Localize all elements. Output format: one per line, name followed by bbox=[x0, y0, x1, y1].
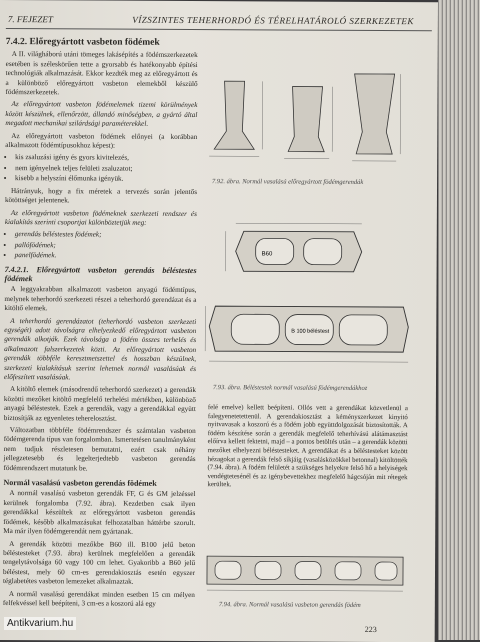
right-column-text: felé emelve) kellett beépíteni. Ollós vett a gerendákat közvetlenül a falegyenetetettenül. A gerendakiosztást a kéményszerkezet kinyitó nyitvavasak a koszorú és a födém jobb együttdolgozását biztosították. A födém készítése során a gerendák megfelelő teherhívású alátámasztást előírva kellett fektetni, majd – a pontos betöltés után – a gerendák közötti mezőket elhelyezni béléstesteket. A gerendákat és a béléstesteket között hézagokat a gerendák felső síkjáig (vasalásközökkel betonnal) kitöltötték (7.94. ábra). A födém felületét a szükséges helyekre felső hő a helyiségek vendégtetesénél és az igénybevettekhez megfelelő hágcsóján mit rétegek kerültek. bbox=[207, 404, 407, 491]
paragraph: Változatban többféle födémrendszer és számtalan vasbeton födémgerenda típus van forgalomban. Ismertetésen tanulmányként nem tudjuk részletesen bemutatni, ezért csak néhány jellegzetesebb és legelterjedtebb vasbeton gerendás födémrendszert mutatunk be. bbox=[4, 426, 196, 474]
slab-void bbox=[375, 562, 397, 580]
paragraph: A teherhordó gerendázatot (teherhordó vasbeton szerkezeti egységét) adott távolságra elhelyezkedő előregyártott vasbeton gerendák alkotják. Ezek távolsága a födém összes terhelés és alkalmazott falszerkezetek közti. Az előregyártott vasbeton gerendák többféle keresztmetszettel és hosszban készülnek, szerkezeti kialakításuk szerint lehetnek normál vasalásúak és előfeszített vasalásúak. bbox=[4, 317, 196, 384]
b100-label: B 100 béléstest bbox=[291, 329, 329, 335]
subheading: Normál vasalású vasbeton gerendás födémek bbox=[3, 478, 195, 488]
b60-label: B60 bbox=[262, 251, 273, 257]
paragraph: Az előregyártott vasbeton födémek előnyei (a korábban alkalmazott födémtípusokhoz képest): bbox=[5, 132, 197, 152]
b100-void-1 bbox=[231, 314, 279, 344]
page-number: 223 bbox=[365, 625, 377, 634]
list-item: • kis zsaluzási igény és gyors kivitelezés, bbox=[15, 154, 197, 164]
paragraph: Az előregyártott vasbeton födémeknek szerkezeti rendszer és kialakítás szerinti csoportjai különböztetjük meg: bbox=[5, 209, 197, 229]
paragraph: A kitöltő elemek (másodrendű teherhordó szerkezet) a gerendák közötti mezőket kitöltő megfelelő terhelési mértékben, különböző anyagú béléstestek. Ezek a gerendák, vagy a gerendákkal együtt biztosítják az egyenletes teherelosztást. bbox=[4, 385, 196, 424]
paragraph: Hátrányuk, hogy a fix méretek a tervezés során jelentős kötöttséget jelentenek. bbox=[5, 187, 197, 207]
watermark: Antikvarium.hu bbox=[4, 617, 76, 630]
paragraph: A normál vasalású vasbeton gerendák FF, G és GM jelzéssel kerülnek forgalomba (7.92. ábra). Kezdetben csak ilyen gerendákkal készültek az előregyártott vasbeton gerendás födémek, később alkalmazásukat felhozatalban háttérbe szorult. Ma már ilyen födémgerendát nem gyártanak. bbox=[3, 489, 195, 537]
paragraph: A II. világháború utáni tömeges lakásépítés a födémszerkezetek esetében is széleskörűen tette a gyorsabb és hatékonyabb építési technológiák alkalmazását. Ekkor kezdték meg az előregyártott és a különböző előregyártott vasbeton elemekből készülő födémszerkezetek. bbox=[5, 50, 197, 98]
chapter-label: 7. FEJEZET bbox=[8, 14, 53, 24]
figure-7-92 bbox=[204, 61, 410, 187]
slab-void bbox=[215, 561, 241, 579]
list-item: • panelfödémek. bbox=[15, 251, 197, 261]
list-item: • pallófödémek; bbox=[15, 241, 197, 251]
paragraph: A gerendák közötti mezőkbe B60 ill. B100 jelű beton béléstesteket (7.93. ábra) kerülnek megfelelően a gerendák tengelytávolsága 60 vagy 100 cm lehet. Gyakoribb a B60 jelű béléstest, mely 60 cm-es gerendakiosztás esetén egyszer téglabetétes vasbeton lemezeket alkalmaztak. bbox=[3, 540, 195, 588]
figure-caption: 7.94. ábra. Normál vasalású vasbeton gerendás födém bbox=[205, 601, 405, 609]
types-list bbox=[5, 230, 197, 261]
page-stack-edge bbox=[438, 0, 480, 640]
list-item: • gerendás béléstestes födémek; bbox=[15, 230, 197, 240]
paragraph: Az előregyártott vasbeton födémelemek tizemi körülmények között készülnek, ellenőrzött, állandó minőségben, a gyártó által megadott mechanikai szilárdsági paraméterekkel. bbox=[5, 100, 197, 129]
b60-void-right bbox=[304, 239, 342, 265]
filler-blocks-drawing bbox=[203, 211, 414, 380]
left-column bbox=[3, 34, 198, 612]
running-header bbox=[6, 6, 432, 31]
list-item: • nem igényelnek teljes felületi zsaluzatot; bbox=[15, 164, 197, 174]
paragraph: A leggyakrabban alkalmazott vasbeton anyagú födémtípus, melynek teherhordó szerkezeti részei a teherhordó gerendázat és a kitöltő elemek. bbox=[4, 285, 196, 314]
chapter-title: VÍZSZINTES TEHERHORDÓ ÉS TÉRELHATÁROLÓ SZERKEZETEK bbox=[132, 15, 414, 26]
slab-void bbox=[255, 561, 281, 579]
figure-7-94 bbox=[205, 546, 405, 617]
paragraph: A normál vasalású gerendákat minden esetben 15 cm mélyen felfekvéssel kell beépíteni, 3 cm-es a koszorú alá egy bbox=[3, 590, 195, 610]
beam-g-section bbox=[288, 87, 324, 152]
slab-void bbox=[335, 562, 361, 580]
figure-caption: 7.92. ábra. Normál vasalású előregyártott födémgerendák bbox=[204, 178, 409, 186]
beam-sections-drawing bbox=[204, 61, 410, 174]
section-title: 7.4.2. Előregyártott vasbeton födémek bbox=[6, 38, 198, 48]
slab-drawing bbox=[205, 546, 405, 597]
slab-void bbox=[295, 562, 321, 580]
list-item: • kisebb a helyszíni élőmunka igényük. bbox=[15, 174, 197, 184]
figure-7-93 bbox=[203, 211, 414, 392]
figure-caption: 7.93. ábra. Béléstestek normál vasalású födémgerendákhoz bbox=[203, 384, 413, 392]
b100-void-3 bbox=[339, 315, 387, 345]
beam-gm-section bbox=[354, 74, 394, 154]
b60-block bbox=[236, 231, 362, 272]
subsection-title: 7.4.2.1. Előregyártott vasbeton gerendás béléstestes födémek bbox=[5, 265, 197, 285]
advantages-list bbox=[5, 153, 197, 184]
beam-ff-section bbox=[214, 81, 254, 149]
